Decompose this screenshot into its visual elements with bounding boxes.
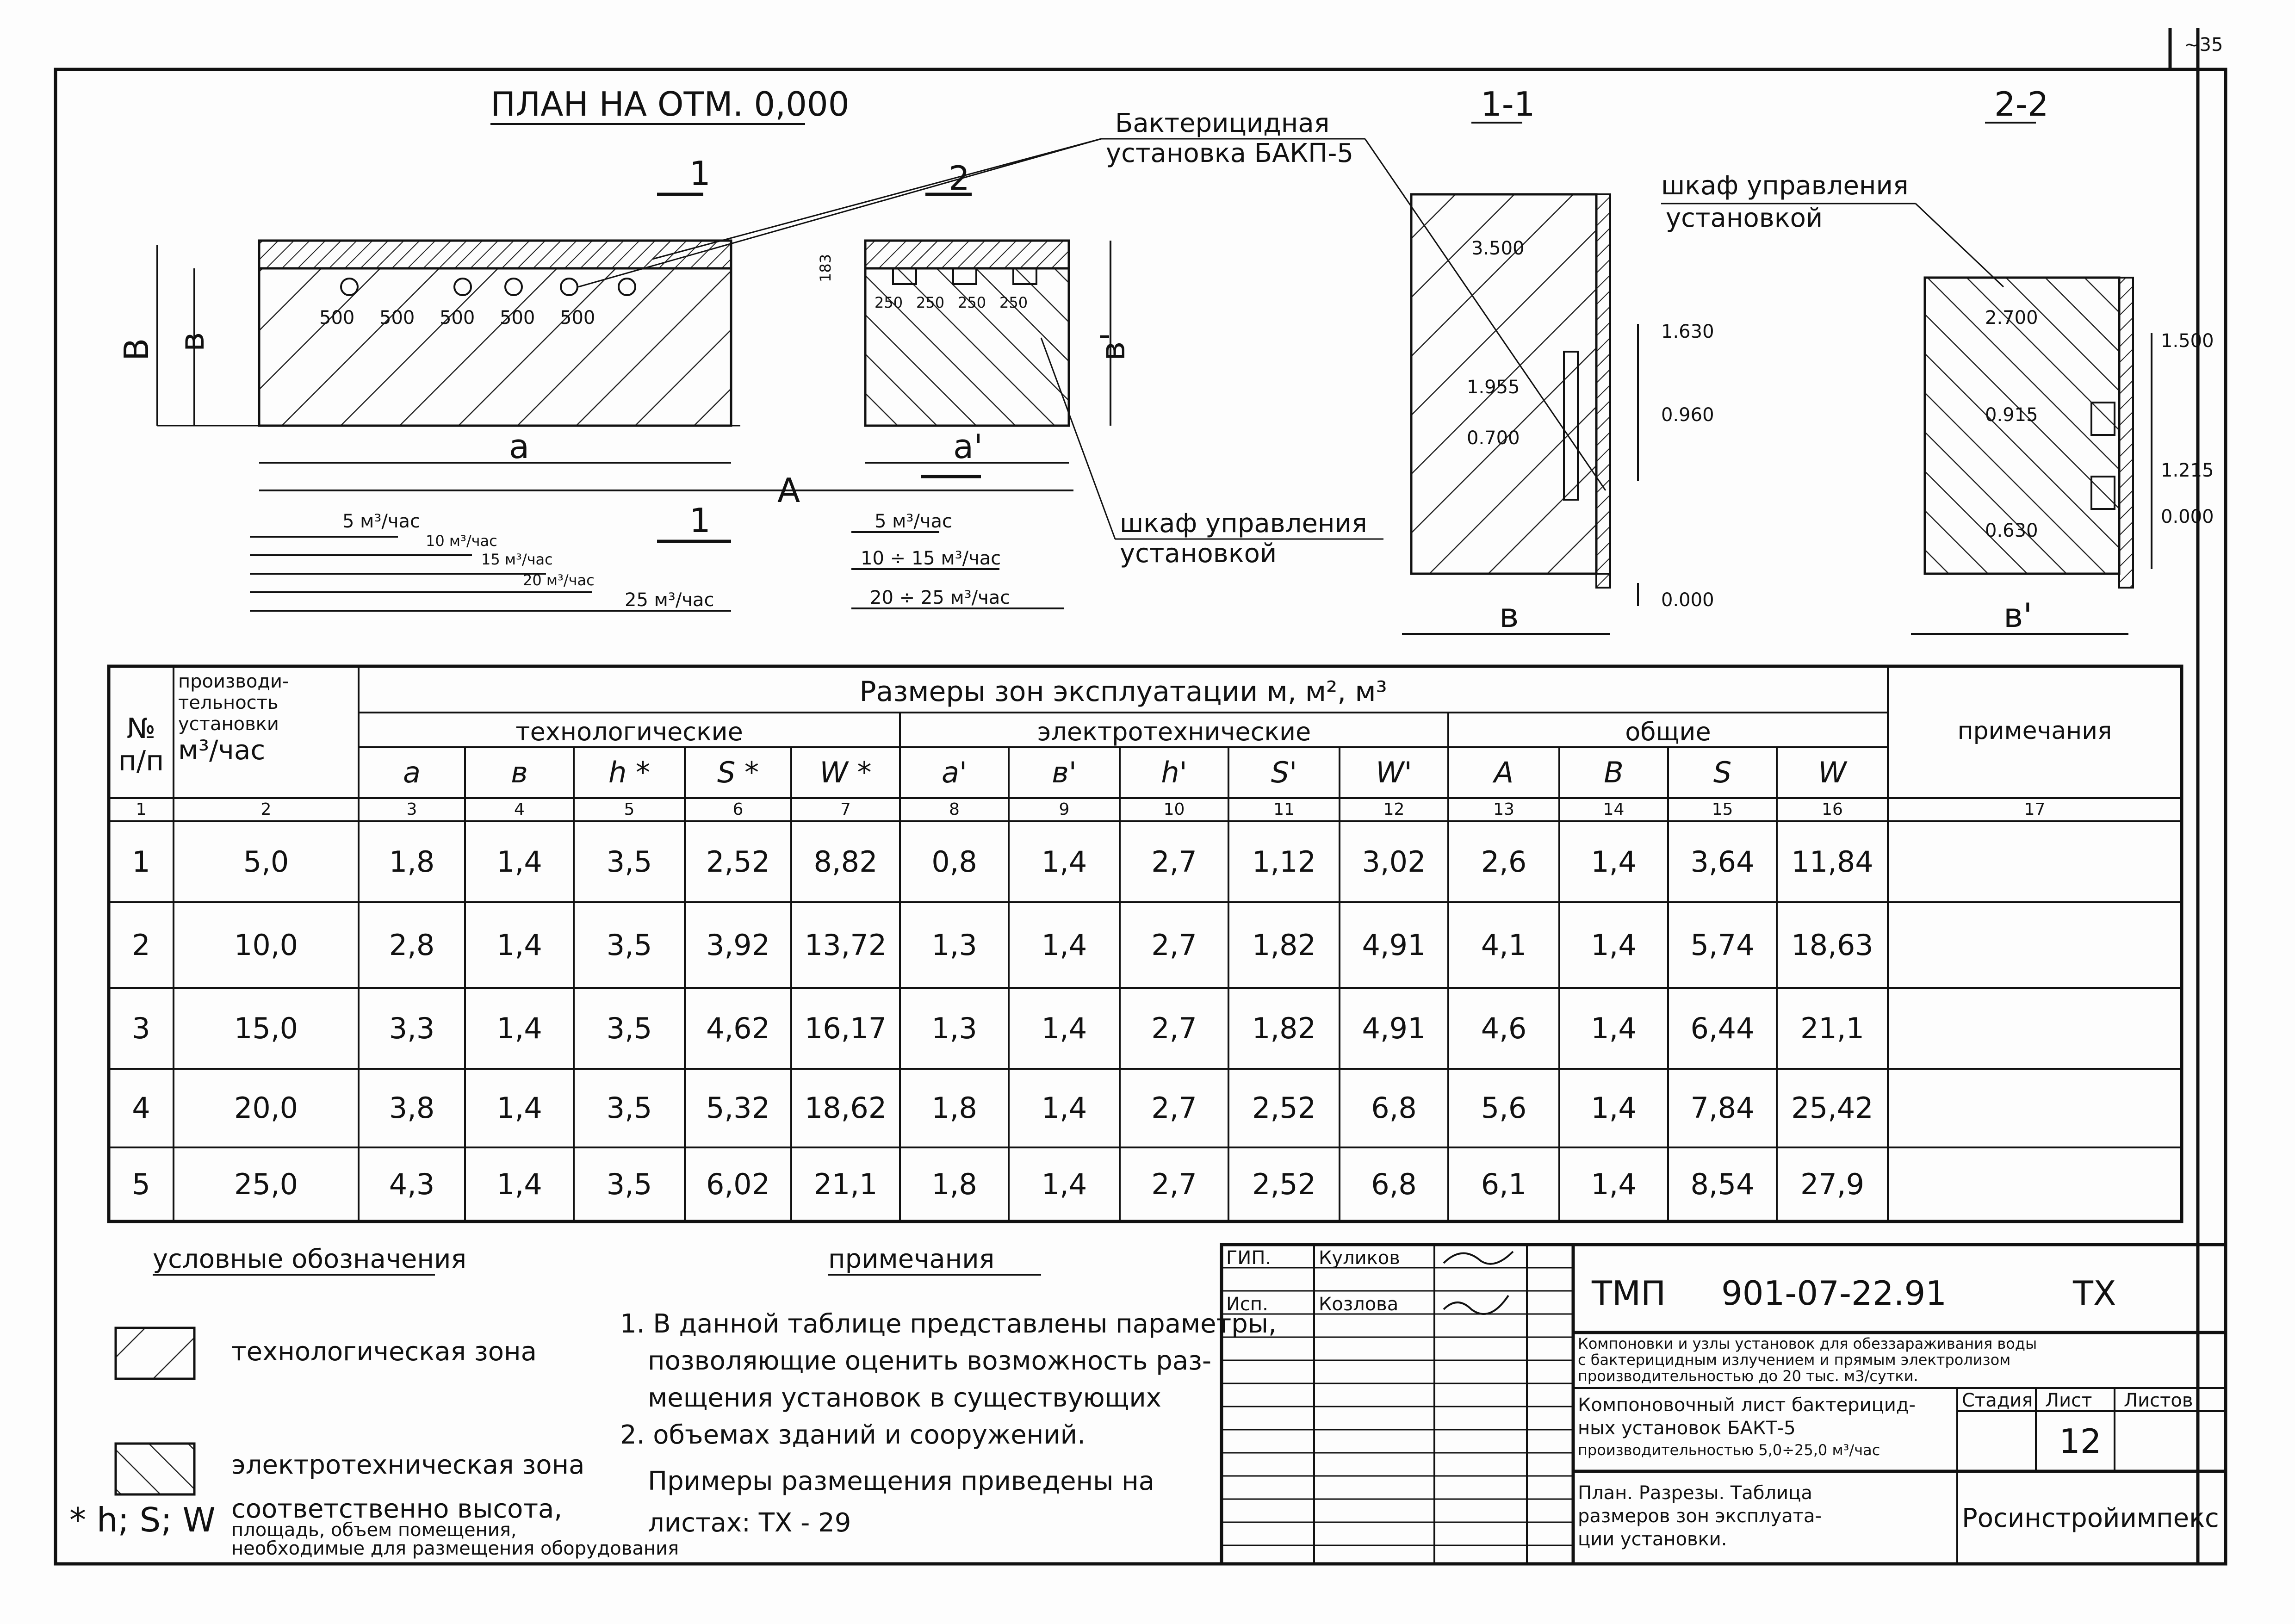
th-colnum: 5 — [624, 800, 635, 819]
table-cell: 6,44 — [1690, 1011, 1755, 1045]
s1-dim-0000: 0.000 — [1661, 589, 1714, 611]
tb-project-1: Компоновки и узлы установок для обеззараживания воды — [1578, 1335, 2037, 1352]
th-capacity-3: установки — [178, 713, 279, 735]
table-cell: 2,8 — [389, 928, 435, 962]
legend-elec-label: электротехническая зона — [231, 1450, 585, 1480]
table-cell: 2,7 — [1151, 1167, 1197, 1201]
tb-sheet-desc-1: Компоновочный лист бактерицид- — [1578, 1395, 1916, 1416]
th-colnum: 12 — [1383, 800, 1405, 819]
note-line-2: позволяющие оценить возможность раз- — [648, 1346, 1212, 1376]
callout-cabinet-top-2: установкой — [1666, 203, 1823, 233]
table-cell: 3,8 — [389, 1091, 435, 1125]
footnote-symbol: * h; S; W — [69, 1500, 216, 1539]
table-cell: 2,7 — [1151, 845, 1197, 879]
table-cell: 18,62 — [804, 1091, 887, 1125]
callout-cabinet-top-1: шкаф управления — [1661, 171, 1909, 201]
label-A: А — [777, 471, 800, 510]
th-group: Размеры зон эксплуатации м, м², м³ — [859, 676, 1387, 708]
th-capacity — [178, 671, 354, 766]
table-cell: 1,4 — [496, 1167, 542, 1201]
th-colnum: 11 — [1273, 800, 1295, 819]
callout-bactericidal-1: Бактерицидная — [1115, 108, 1330, 138]
th-letter: W — [1818, 756, 1847, 789]
section-mark-2-top: 2 — [949, 159, 970, 198]
table-cell: 2,7 — [1151, 928, 1197, 962]
th-common: общие — [1625, 717, 1711, 746]
s2-dim-0915: 0.915 — [1985, 404, 2038, 426]
tb-project-3: производительностью до 20 тыс. м3/сутки. — [1578, 1367, 1918, 1385]
table-cell: 2,52 — [1252, 1167, 1316, 1201]
th-letter: h' — [1161, 756, 1187, 789]
cap-20: 20 м³/час — [523, 571, 595, 589]
table-cell: 5,74 — [1690, 928, 1755, 962]
table-cell: 4,91 — [1362, 1011, 1426, 1045]
table-cell: 1,8 — [931, 1091, 977, 1125]
th-letter: B — [1604, 756, 1624, 789]
th-letter: h * — [608, 756, 650, 789]
label-a: а — [509, 427, 530, 466]
th-letter: S * — [717, 756, 759, 789]
table-cell: 1,4 — [1591, 928, 1637, 962]
callout-bactericidal-2: установка БАКП-5 — [1106, 138, 1354, 168]
table-cell: 3,5 — [606, 1167, 652, 1201]
plan-title: ПЛАН НА ОТМ. 0,000 — [490, 85, 850, 124]
th-colnum: 7 — [840, 800, 851, 819]
section1-title: 1-1 — [1481, 85, 1535, 124]
cap-25: 25 м³/час — [625, 589, 714, 611]
tb-stage-label: Стадия — [1962, 1390, 2033, 1411]
tb-code: ТМП — [1592, 1274, 1666, 1313]
th-notes: примечания — [1957, 717, 2112, 745]
table-cell: 3,02 — [1362, 845, 1426, 879]
table-cell: 1,4 — [1041, 1011, 1087, 1045]
s2-dim-1500: 1.500 — [2161, 330, 2214, 352]
table-cell: 21,1 — [1800, 1011, 1865, 1045]
th-letter: W' — [1376, 756, 1412, 789]
table-cell: 5,0 — [243, 845, 289, 879]
table-cell: 27,9 — [1800, 1167, 1865, 1201]
th-colnum: 3 — [406, 800, 417, 819]
table-cell: 5,32 — [706, 1091, 770, 1125]
cap-r-20-25: 20 ÷ 25 м³/час — [870, 587, 1011, 608]
note-line-3: мещения установок в существующих — [648, 1383, 1161, 1413]
table-cell: 4,1 — [1481, 928, 1527, 962]
tb-drawing-name-3: ции установки. — [1578, 1529, 1727, 1550]
s2-dim-1215: 1.215 — [2161, 460, 2214, 481]
callout-cabinet-plan-2: установкой — [1120, 539, 1277, 569]
table-cell — [1888, 1069, 2182, 1147]
th-letter: S' — [1271, 756, 1297, 789]
dim-500-4: 500 — [500, 307, 535, 329]
table-cell: 6,8 — [1371, 1167, 1417, 1201]
table-cell: 6,02 — [706, 1167, 770, 1201]
s1-dim-0700: 0.700 — [1467, 428, 1520, 449]
table-cell: 11,84 — [1791, 845, 1873, 879]
th-tech: технологические — [515, 717, 743, 746]
table-cell: 7,84 — [1690, 1091, 1755, 1125]
tb-sheet-label: Лист — [2045, 1390, 2092, 1411]
table-cell: 1,4 — [1041, 845, 1087, 879]
s2-dim-2700: 2.700 — [1985, 307, 2038, 329]
dim-250-4: 250 — [999, 294, 1028, 311]
table-cell: 4 — [132, 1091, 150, 1125]
table-cell — [1888, 902, 2182, 988]
table-cell: 1,4 — [1041, 1167, 1087, 1201]
table-cell: 15,0 — [234, 1011, 298, 1045]
cap-5: 5 м³/час — [342, 511, 420, 532]
th-letter: A — [1494, 756, 1514, 789]
table-cell: 1,3 — [931, 1011, 977, 1045]
table-cell: 0,8 — [931, 845, 977, 879]
section2-label-b: в' — [2003, 596, 2033, 635]
table-cell: 3,3 — [389, 1011, 435, 1045]
th-colnum: 4 — [514, 800, 525, 819]
th-colnum: 17 — [2024, 800, 2046, 819]
table-cell: 3,5 — [606, 1091, 652, 1125]
table-cell: 10,0 — [234, 928, 298, 962]
table-cell: 13,72 — [804, 928, 887, 962]
table-cell: 2,52 — [1252, 1091, 1316, 1125]
tb-role-1: ГИП. — [1226, 1247, 1272, 1269]
table-cell: 3 — [132, 1011, 150, 1045]
table-cell: 16,17 — [804, 1011, 887, 1045]
label-b-prime: в' — [1093, 332, 1132, 361]
table-cell: 1,4 — [1591, 1091, 1637, 1125]
footnote-line-1: соответственно высота, — [231, 1494, 563, 1524]
table-cell — [1888, 988, 2182, 1069]
section2-title: 2-2 — [1994, 85, 2049, 124]
table-cell: 1,4 — [496, 845, 542, 879]
table-cell: 2,6 — [1481, 845, 1527, 879]
table-cell: 1,4 — [1591, 1011, 1637, 1045]
table-cell: 5,6 — [1481, 1091, 1527, 1125]
table-cell: 21,1 — [813, 1167, 878, 1201]
table-cell: 1,4 — [1041, 928, 1087, 962]
table-cell: 1,8 — [931, 1167, 977, 1201]
table-cell: 2,52 — [706, 845, 770, 879]
tb-sheet-value: 12 — [2059, 1422, 2102, 1461]
section-mark-1-bottom: 1 — [689, 501, 711, 540]
table-cell: 8,54 — [1690, 1167, 1755, 1201]
label-B: В — [117, 338, 156, 361]
th-letter: W * — [819, 756, 872, 789]
th-colnum: 15 — [1712, 800, 1733, 819]
note-line-6: листах: ТХ - 29 — [648, 1508, 851, 1538]
th-colnum: 14 — [1603, 800, 1625, 819]
dim-250-3: 250 — [958, 294, 986, 311]
table-cell: 6,8 — [1371, 1091, 1417, 1125]
table-cell: 3,92 — [706, 928, 770, 962]
th-letter: в — [511, 756, 528, 789]
tb-sheet-desc-3: производительностью 5,0÷25,0 м³/час — [1578, 1441, 1880, 1459]
table-cell: 25,42 — [1791, 1091, 1873, 1125]
dim-183: 183 — [817, 254, 834, 282]
th-capacity-2: тельность — [178, 692, 279, 713]
dim-500-3: 500 — [440, 307, 475, 329]
tb-sheets-label: Листов — [2124, 1390, 2193, 1411]
th-colnum: 1 — [136, 800, 147, 819]
table-cell: 2,7 — [1151, 1091, 1197, 1125]
dim-500-5: 500 — [560, 307, 595, 329]
tb-role-3: Исп. — [1226, 1294, 1268, 1315]
cap-r-5: 5 м³/час — [875, 511, 952, 532]
dim-250-2: 250 — [916, 294, 945, 311]
th-colnum: 13 — [1493, 800, 1514, 819]
tb-project-2: с бактерицидным излучением и прямым электролизом — [1578, 1351, 2011, 1369]
table-cell: 1,4 — [496, 1011, 542, 1045]
table-cell: 3,5 — [606, 845, 652, 879]
note-line-1: 1. В данной таблице представлены параметры, — [620, 1309, 1277, 1339]
table-cell — [1888, 821, 2182, 902]
table-cell: 6,1 — [1481, 1167, 1527, 1201]
tb-sheet-desc-2: ных установок БАКТ-5 — [1578, 1418, 1796, 1439]
table-cell: 1,82 — [1252, 1011, 1316, 1045]
table-cell: 4,91 — [1362, 928, 1426, 962]
table-cell: 1,4 — [1591, 845, 1637, 879]
label-a-prime: а' — [953, 427, 983, 466]
table-cell: 20,0 — [234, 1091, 298, 1125]
table-cell: 1 — [132, 845, 150, 879]
s1-dim-1955: 1.955 — [1467, 377, 1520, 398]
table-cell: 8,82 — [813, 845, 878, 879]
tb-name-1: Куликов — [1319, 1247, 1400, 1269]
table-cell: 1,4 — [496, 928, 542, 962]
th-colnum: 16 — [1822, 800, 1843, 819]
th-letter: в' — [1052, 756, 1077, 789]
th-letter: S — [1713, 756, 1732, 789]
table-cell: 5 — [132, 1167, 150, 1201]
tb-drawing-name-1: План. Разрезы. Таблица — [1578, 1482, 1812, 1504]
notes-title: примечания — [828, 1244, 995, 1274]
th-capacity-1: производи- — [178, 671, 289, 692]
section1-label-b: в — [1499, 596, 1519, 635]
table-cell: 1,3 — [931, 928, 977, 962]
note-line-5: Примеры размещения приведены на — [648, 1466, 1155, 1496]
table-cell: 4,6 — [1481, 1011, 1527, 1045]
table-cell: 25,0 — [234, 1167, 298, 1201]
legend-title: условные обозначения — [153, 1244, 467, 1274]
th-num: № п/п — [118, 713, 164, 777]
table-cell: 3,5 — [606, 928, 652, 962]
table-cell: 1,4 — [496, 1091, 542, 1125]
legend-tech-label: технологическая зона — [231, 1337, 537, 1367]
table-cell: 2,7 — [1151, 1011, 1197, 1045]
s1-dim-0960: 0.960 — [1661, 404, 1714, 426]
tb-mark: ТХ — [2073, 1274, 2116, 1313]
table-cell: 4,3 — [389, 1167, 435, 1201]
th-letter: a' — [941, 756, 968, 789]
table-cell: 3,5 — [606, 1011, 652, 1045]
th-letter: a — [403, 756, 421, 789]
table-cell: 1,8 — [389, 845, 435, 879]
tb-drawing-name-2: размеров зон эксплуата- — [1578, 1506, 1822, 1527]
th-elec: электротехнические — [1037, 717, 1311, 746]
footnote-line-3: необходимые для размещения оборудования — [231, 1538, 679, 1559]
table-cell: 4,62 — [706, 1011, 770, 1045]
tb-name-3: Козлова — [1319, 1294, 1399, 1315]
cap-10: 10 м³/час — [426, 532, 497, 550]
th-colnum: 9 — [1059, 800, 1070, 819]
s1-dim-1630: 1.630 — [1661, 321, 1714, 342]
cap-r-10-15: 10 ÷ 15 м³/час — [861, 548, 1001, 569]
page-corner-number: ~35 — [2184, 34, 2223, 56]
table-cell: 1,4 — [1591, 1167, 1637, 1201]
dim-250-1: 250 — [875, 294, 903, 311]
label-b: в — [173, 332, 211, 352]
s2-dim-0000: 0.000 — [2161, 506, 2214, 527]
cap-15: 15 м³/час — [481, 551, 553, 568]
table-cell: 1,4 — [1041, 1091, 1087, 1125]
th-colnum: 10 — [1163, 800, 1185, 819]
section-mark-1-top: 1 — [689, 154, 711, 193]
table-cell: 18,63 — [1791, 928, 1873, 962]
note-line-4: 2. объемах зданий и сооружений. — [620, 1420, 1085, 1450]
table-cell — [1888, 1147, 2182, 1221]
callout-cabinet-plan-1: шкаф управления — [1120, 508, 1367, 539]
s1-dim-3500: 3.500 — [1471, 238, 1525, 259]
th-colnum: 2 — [261, 800, 272, 819]
table-cell: 2 — [132, 928, 150, 962]
th-colnum: 8 — [949, 800, 960, 819]
dim-500-2: 500 — [379, 307, 415, 329]
th-colnum: 6 — [732, 800, 744, 819]
footnote-line-2: площадь, объем помещения, — [231, 1519, 517, 1541]
th-capacity-4: м³/час — [178, 734, 266, 766]
tb-organization: Росинстройимпекс — [1962, 1503, 2219, 1533]
table-cell: 1,82 — [1252, 928, 1316, 962]
table-cell: 3,64 — [1690, 845, 1755, 879]
dim-500-1: 500 — [319, 307, 355, 329]
tb-number: 901-07-22.91 — [1721, 1274, 1947, 1313]
table-cell: 1,12 — [1252, 845, 1316, 879]
s2-dim-0630: 0.630 — [1985, 520, 2038, 541]
